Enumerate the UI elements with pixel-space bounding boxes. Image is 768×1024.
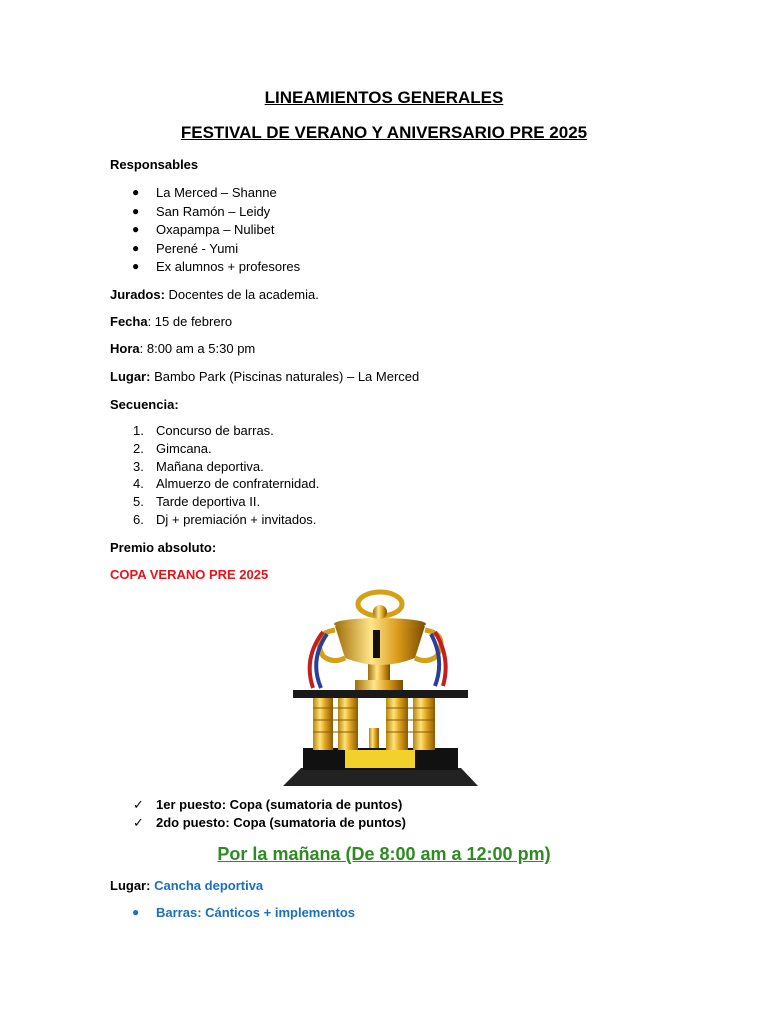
bullet-icon: ● (132, 241, 140, 255)
list-item: 2. Gimcana. (133, 441, 212, 456)
list-item: 3. Mañana deportiva. (133, 459, 264, 474)
list-item: ● Oxapampa – Nulibet (132, 222, 275, 237)
bullet-icon: ● (132, 259, 140, 273)
list-item: ● San Ramón – Leidy (132, 204, 271, 219)
list-item: ● Barras: Cánticos + implementos (132, 905, 356, 920)
checkmark-icon: ✓ (133, 815, 144, 830)
list-item: ● Perené - Yumi (132, 241, 239, 256)
main-title: LINEAMIENTOS GENERALES (264, 88, 504, 107)
list-item: 6. Dj + premiación + invitados. (133, 512, 317, 527)
list-item: 4. Almuerzo de confraternidad. (133, 476, 320, 491)
bullet-icon: ● (132, 905, 140, 919)
bullet-icon: ● (132, 222, 140, 236)
trophy-image (283, 588, 478, 798)
list-item: 1. Concurso de barras. (133, 423, 274, 438)
festival-title: FESTIVAL DE VERANO Y ANIVERSARIO PRE 2025 (180, 123, 588, 142)
list-item: ✓ 2do puesto: Copa (sumatoria de puntos) (133, 815, 406, 830)
list-item: ● La Merced – Shanne (132, 185, 277, 200)
lugar2-line: Lugar: Cancha deportiva (110, 878, 264, 893)
list-item: 5. Tarde deportiva II. (133, 494, 261, 509)
responsables-label: Responsables (110, 157, 199, 172)
list-item: ✓ 1er puesto: Copa (sumatoria de puntos) (133, 797, 403, 812)
fecha-line: Fecha: 15 de febrero (110, 314, 233, 329)
checkmark-icon: ✓ (133, 797, 144, 812)
list-item: ● Ex alumnos + profesores (132, 259, 301, 274)
bullet-icon: ● (132, 185, 140, 199)
jurados-line: Jurados: Docentes de la academia. (110, 287, 319, 302)
lugar-line: Lugar: Bambo Park (Piscinas naturales) – La Merced (110, 369, 420, 384)
copa-title: COPA VERANO PRE 2025 (110, 567, 269, 582)
manana-heading: Por la mañana (De 8:00 am a 12:00 pm) (217, 844, 551, 864)
hora-line: Hora: 8:00 am a 5:30 pm (110, 341, 256, 356)
secuencia-label: Secuencia: (110, 397, 179, 412)
premio-label: Premio absoluto: (110, 540, 217, 555)
bullet-icon: ● (132, 204, 140, 218)
